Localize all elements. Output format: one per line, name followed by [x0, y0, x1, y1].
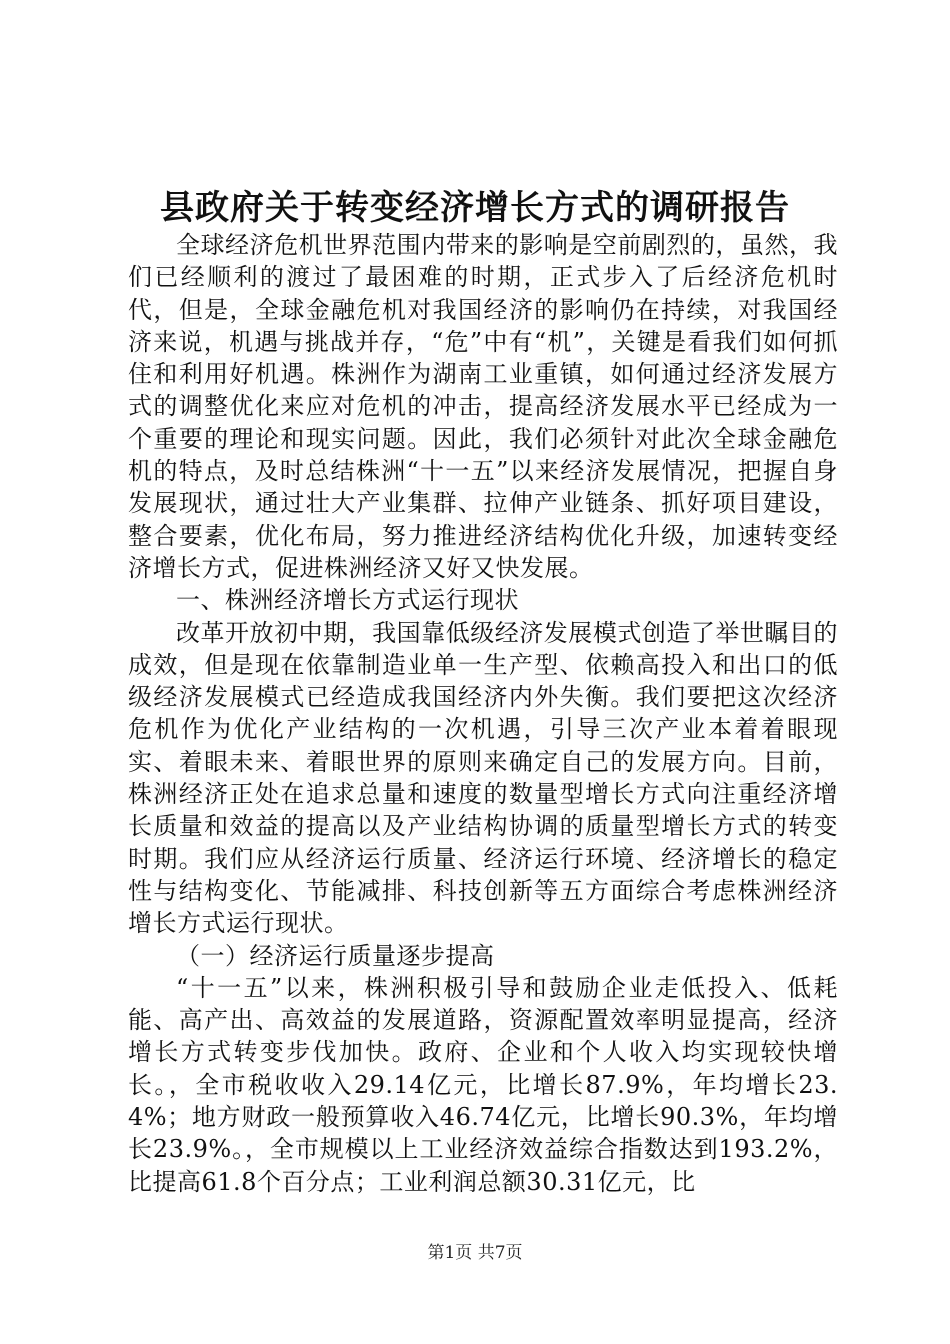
subsection-heading-1: （一）经济运行质量逐步提高: [176, 941, 495, 970]
document-body: [128, 229, 838, 1198]
section-heading-1: 一、株洲经济增长方式运行现状: [176, 586, 519, 615]
subsection-1-paragraph: “十一五”以来，株洲积极引导和鼓励企业走低投入、低耗能、高产出、高效益的发展道路，资源配置效率明显提高，经济增长方式转变步伐加快。政府、企业和个人收入均实现较快增长。，全市税收收入29.14亿元，比增长87.9%，年均增长23.4%；地方财政一般预算收入46.74亿元，比增长90.3%，年均增长23.9%。，全市规模以上工业经济效益综合指数达到193.2%，比提高61.8个百分点；工业利润总额30.31亿元，比: [128, 973, 838, 1196]
section-1-paragraph: 改革开放初中期，我国靠低级经济发展模式创造了举世瞩目的成效，但是现在依靠制造业单一生产型、依赖高投入和出口的低级经济发展模式已经造成我国经济内外失衡。我们要把这次经济危机作为优化产业结构的一次机遇，引导三次产业本着着眼现实、着眼未来、着眼世界的原则来确定自己的发展方向。目前，株洲经济正处在追求总量和速度的数量型增长方式向注重经济增长质量和效益的提高以及产业结构协调的质量型增长方式的转变时期。我们应从经济运行质量、经济运行环境、经济增长的稳定性与结构变化、节能减排、科技创新等五方面综合考虑株洲经济增长方式运行现状。: [128, 618, 838, 938]
intro-paragraph: 全球经济危机世界范围内带来的影响是空前剧烈的，虽然，我们已经顺利的渡过了最困难的时期，正式步入了后经济危机时代，但是，全球金融危机对我国经济的影响仍在持续，对我国经济来说，机遇与挑战并存，“危”中有“机”，关键是看我们如何抓住和利用好机遇。株洲作为湖南工业重镇，如何通过经济发展方式的调整优化来应对危机的冲击，提高经济发展水平已经成为一个重要的理论和现实问题。因此，我们必须针对此次全球金融危机的特点，及时总结株洲“十一五”以来经济发展情况，把握自身发展现状，通过壮大产业集群、拉伸产业链条、抓好项目建设，整合要素，优化布局，努力推进经济结构优化升级，加速转变经济增长方式，促进株洲经济又好又快发展。: [128, 231, 838, 582]
document-title: 县政府关于转变经济增长方式的调研报告: [160, 188, 790, 228]
page-footer: 第1页 共7页: [427, 1243, 523, 1263]
